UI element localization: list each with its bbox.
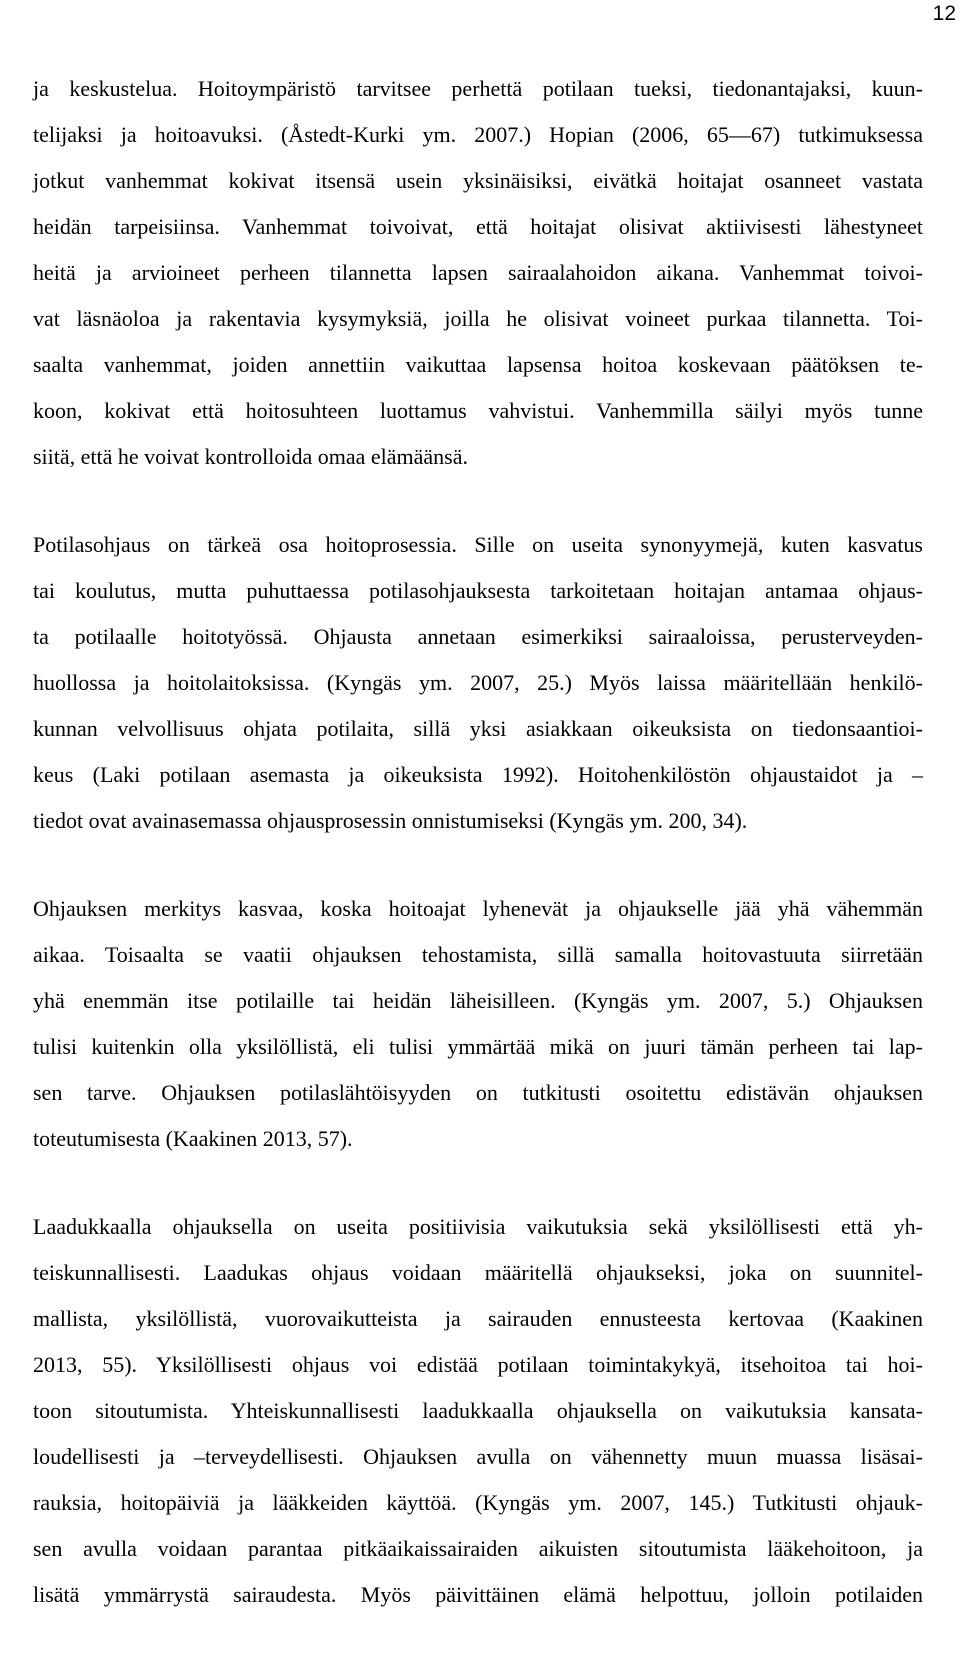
- paragraph-family-support: [33, 66, 923, 480]
- text-line: teiskunnallisesti. Laadukas ohjaus voidaan määritellä ohjaukseksi, joka on suunnitel-: [33, 1260, 923, 1285]
- text-line: kunnan velvollisuus ohjata potilaita, sillä yksi asiakkaan oikeuksista on tiedonsaantioi-: [33, 716, 923, 741]
- text-line: heitä ja arvioineet perheen tilannetta lapsen sairaalahoidon aikana. Vanhemmat toivoi-: [33, 260, 923, 285]
- text-line: loudellisesti ja –terveydellisesti. Ohjauksen avulla on vähennetty muun muassa lisäsai-: [33, 1444, 923, 1469]
- paragraph-quality-guidance: [33, 1204, 923, 1618]
- text-line: toteutumisesta (Kaakinen 2013, 57).: [33, 1126, 353, 1151]
- text-line: 2013, 55). Yksilöllisesti ohjaus voi edistää potilaan toimintakykyä, itsehoitoa tai hoi-: [33, 1352, 923, 1377]
- text-line: sen avulla voidaan parantaa pitkäaikaissairaiden aikuisten sitoutumista lääkehoitoon, ja: [33, 1536, 923, 1561]
- text-line: saalta vanhemmat, joiden annettiin vaikuttaa lapsensa hoitoa koskevaan päätöksen te-: [33, 352, 923, 377]
- text-line: ja keskustelua. Hoitoympäristö tarvitsee perhettä potilaan tueksi, tiedonantajaksi, kuun-: [33, 76, 923, 101]
- text-line: Potilasohjaus on tärkeä osa hoitoprosessia. Sille on useita synonyymejä, kuten kasvatus: [33, 532, 923, 557]
- text-line: heidän tarpeisiinsa. Vanhemmat toivoivat, että hoitajat olisivat aktiivisesti lähestyneet: [33, 214, 923, 239]
- paragraph-guidance-importance: [33, 886, 923, 1162]
- text-line: Laadukkaalla ohjauksella on useita positiivisia vaikutuksia sekä yksilöllisesti että yh-: [33, 1214, 923, 1239]
- text-line: koon, kokivat että hoitosuhteen luottamus vahvistui. Vanhemmilla säilyi myös tunne: [33, 398, 923, 423]
- text-line: mallista, yksilöllistä, vuorovaikutteista ja sairauden ennusteesta kertovaa (Kaakinen: [33, 1306, 923, 1331]
- text-line: Ohjauksen merkitys kasvaa, koska hoitoajat lyhenevät ja ohjaukselle jää yhä vähemmän: [33, 896, 923, 921]
- text-line: lisätä ymmärrystä sairaudesta. Myös päivittäinen elämä helpottuu, jolloin potilaiden: [33, 1582, 923, 1607]
- text-line: siitä, että he voivat kontrolloida omaa elämäänsä.: [33, 444, 468, 469]
- text-line: sen tarve. Ohjauksen potilaslähtöisyyden on tutkitusti osoitettu edistävän ohjauksen: [33, 1080, 923, 1105]
- text-line: tulisi kuitenkin olla yksilöllistä, eli tulisi ymmärtää mikä on juuri tämän perheen tai lap-: [33, 1034, 923, 1059]
- text-line: toon sitoutumista. Yhteiskunnallisesti laadukkaalla ohjauksella on vaikutuksia kansata-: [33, 1398, 923, 1423]
- text-line: aikaa. Toisaalta se vaatii ohjauksen tehostamista, sillä samalla hoitovastuuta siirretään: [33, 942, 923, 967]
- text-line: rauksia, hoitopäiviä ja lääkkeiden käyttöä. (Kyngäs ym. 2007, 145.) Tutkitusti ohjauk-: [33, 1490, 923, 1515]
- text-line: keus (Laki potilaan asemasta ja oikeuksista 1992). Hoitohenkilöstön ohjaustaidot ja –: [33, 762, 923, 787]
- document-body: [33, 66, 923, 1660]
- text-line: jotkut vanhemmat kokivat itsensä usein yksinäisiksi, eivätkä hoitajat osanneet vastata: [33, 168, 923, 193]
- text-line: ta potilaalle hoitotyössä. Ohjausta annetaan esimerkiksi sairaaloissa, perusterveyden-: [33, 624, 923, 649]
- text-line: huollossa ja hoitolaitoksissa. (Kyngäs ym. 2007, 25.) Myös laissa määritellään henkilö-: [33, 670, 923, 695]
- text-line: tai koulutus, mutta puhuttaessa potilasohjauksesta tarkoitetaan hoitajan antamaa ohjaus-: [33, 578, 923, 603]
- text-line: tiedot ovat avainasemassa ohjausprosessin onnistumiseksi (Kyngäs ym. 200, 34).: [33, 808, 748, 833]
- text-line: yhä enemmän itse potilaille tai heidän läheisilleen. (Kyngäs ym. 2007, 5.) Ohjauksen: [33, 988, 923, 1013]
- paragraph-patient-guidance: [33, 522, 923, 844]
- page-number: 12: [932, 2, 956, 25]
- text-line: vat läsnäoloa ja rakentavia kysymyksiä, joilla he olisivat voineet purkaa tilannetta. Toi-: [33, 306, 923, 331]
- text-line: telijaksi ja hoitoavuksi. (Åstedt-Kurki ym. 2007.) Hopian (2006, 65—67) tutkimuksessa: [33, 122, 923, 147]
